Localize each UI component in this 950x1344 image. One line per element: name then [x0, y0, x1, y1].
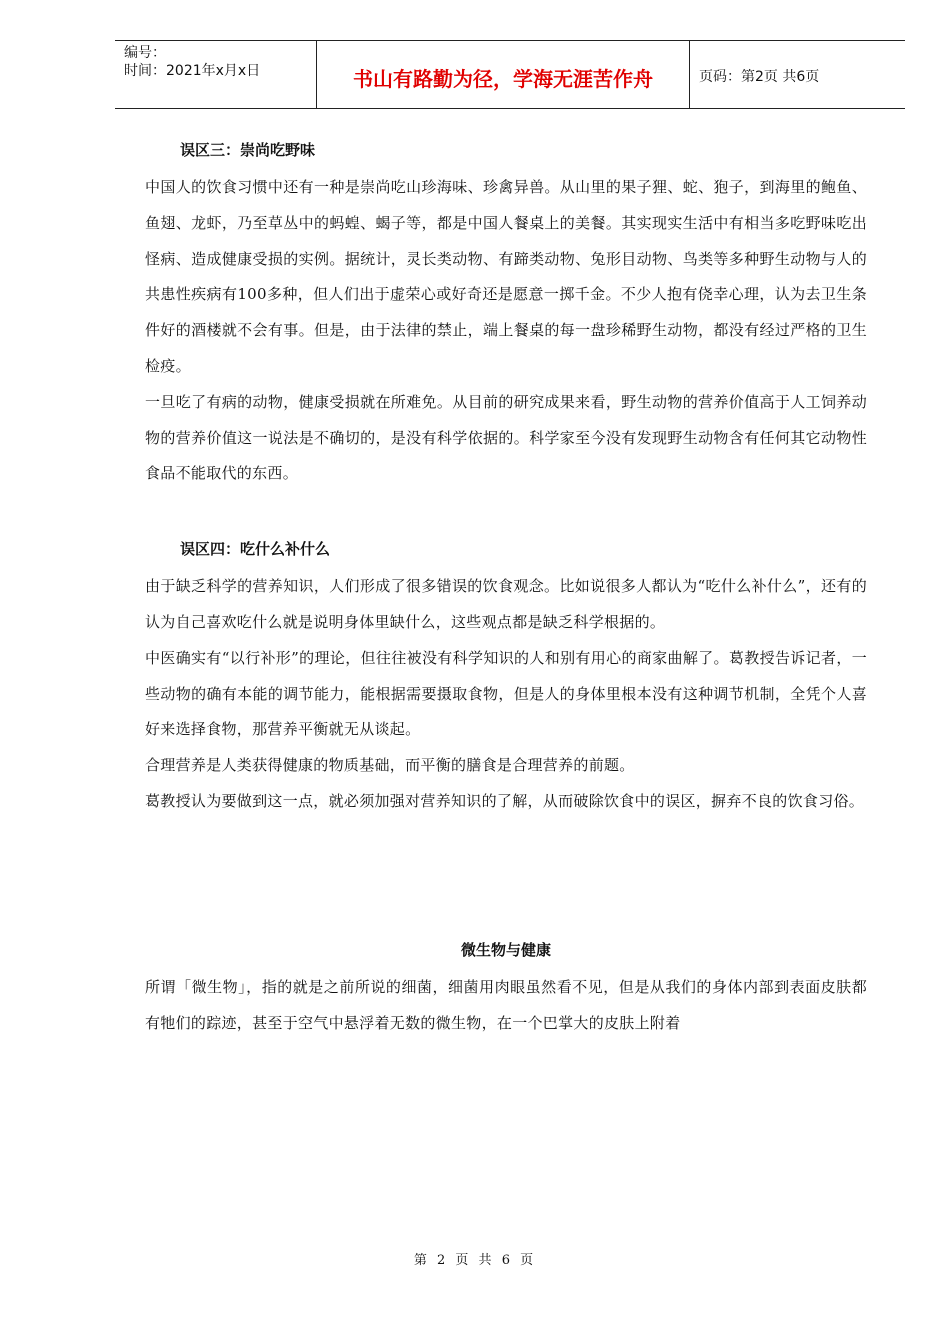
header-motto-cell [316, 41, 690, 108]
header-meta-cell [115, 41, 316, 108]
page-footer: 第 2 页 共 6 页 [413, 1253, 537, 1268]
section-heading: 误区三：崇尚吃野味 [180, 141, 316, 159]
paragraph: 由于缺乏科学的营养知识，人们形成了很多错误的饮食观念。比如说很多人都认为“吃什么补什么”，还有的认为自己喜欢吃什么就是说明身体里缺什么，这些观点都是缺乏科学根据的。 [145, 577, 867, 631]
document-number: 编号： [124, 45, 166, 61]
paragraph: 合理营养是人类获得健康的物质基础，而平衡的膳食是合理营养的前题。 [145, 756, 635, 775]
section-myth-three [145, 130, 867, 492]
header-page-cell [690, 41, 905, 108]
header-motto: 书山有路勤为径，学海无涯苦作舟 [353, 67, 653, 91]
article-title: 微生物与健康 [460, 940, 551, 959]
paragraph: 一旦吃了有病的动物，健康受损就在所难免。从目前的研究成果来看，野生动物的营养价值高于人工饲养动物的营养价值这一说法是不确切的，是没有科学依据的。科学家至今没有发现野生动物含有任何其它动物性食品不能取代的东西。 [145, 392, 867, 483]
section-myth-four [145, 529, 867, 820]
header-page-number: 页码：第2页 共6页 [699, 69, 820, 85]
paragraph: 葛教授认为要做到这一点，就必须加强对营养知识的了解，从而破除饮食中的误区，摒弃不良的饮食习俗。 [145, 791, 865, 810]
paragraph: 所谓「微生物」，指的就是之前所说的细菌，细菌用肉眼虽然看不见，但是从我们的身体内部到表面皮肤都有牠们的踪迹，甚至于空气中悬浮着无数的微生物，在一个巴掌大的皮肤上附着 [145, 977, 867, 1032]
page-header [115, 40, 905, 109]
document-body [145, 130, 867, 1041]
paragraph: 中医确实有“以行补形”的理论，但往往被没有科学知识的人和别有用心的商家曲解了。葛教授告诉记者，一些动物的确有本能的调节能力，能根据需要摄取食物，但是人的身体里根本没有这种调节机制，全凭个人喜好来选择食物，那营养平衡就无从谈起。 [145, 648, 867, 739]
paragraph: 中国人的饮食习惯中还有一种是崇尚吃山珍海味、珍禽异兽。从山里的果子狸、蛇、狍子，到海里的鲍鱼、鱼翅、龙虾，乃至草丛中的蚂蝗、蝎子等，都是中国人餐桌上的美餐。其实现实生活中有相当多吃野味吃出怪病、造成健康受损的实例。据统计，灵长类动物、有蹄类动物、兔形目动物、鸟类等多种野生动物与人的共患性疾病有100多种，但人们出于虚荣心或好奇还是愿意一掷千金。不少人抱有侥幸心理，认为去卫生条件好的酒楼就不会有事。但是，由于法律的禁止，端上餐桌的每一盘珍稀野生动物，都没有经过严格的卫生检疫。 [145, 178, 867, 375]
section-microbes-health [145, 930, 867, 1042]
document-date: 时间：2021年x月x日 [124, 63, 261, 79]
section-heading: 误区四：吃什么补什么 [180, 540, 331, 559]
